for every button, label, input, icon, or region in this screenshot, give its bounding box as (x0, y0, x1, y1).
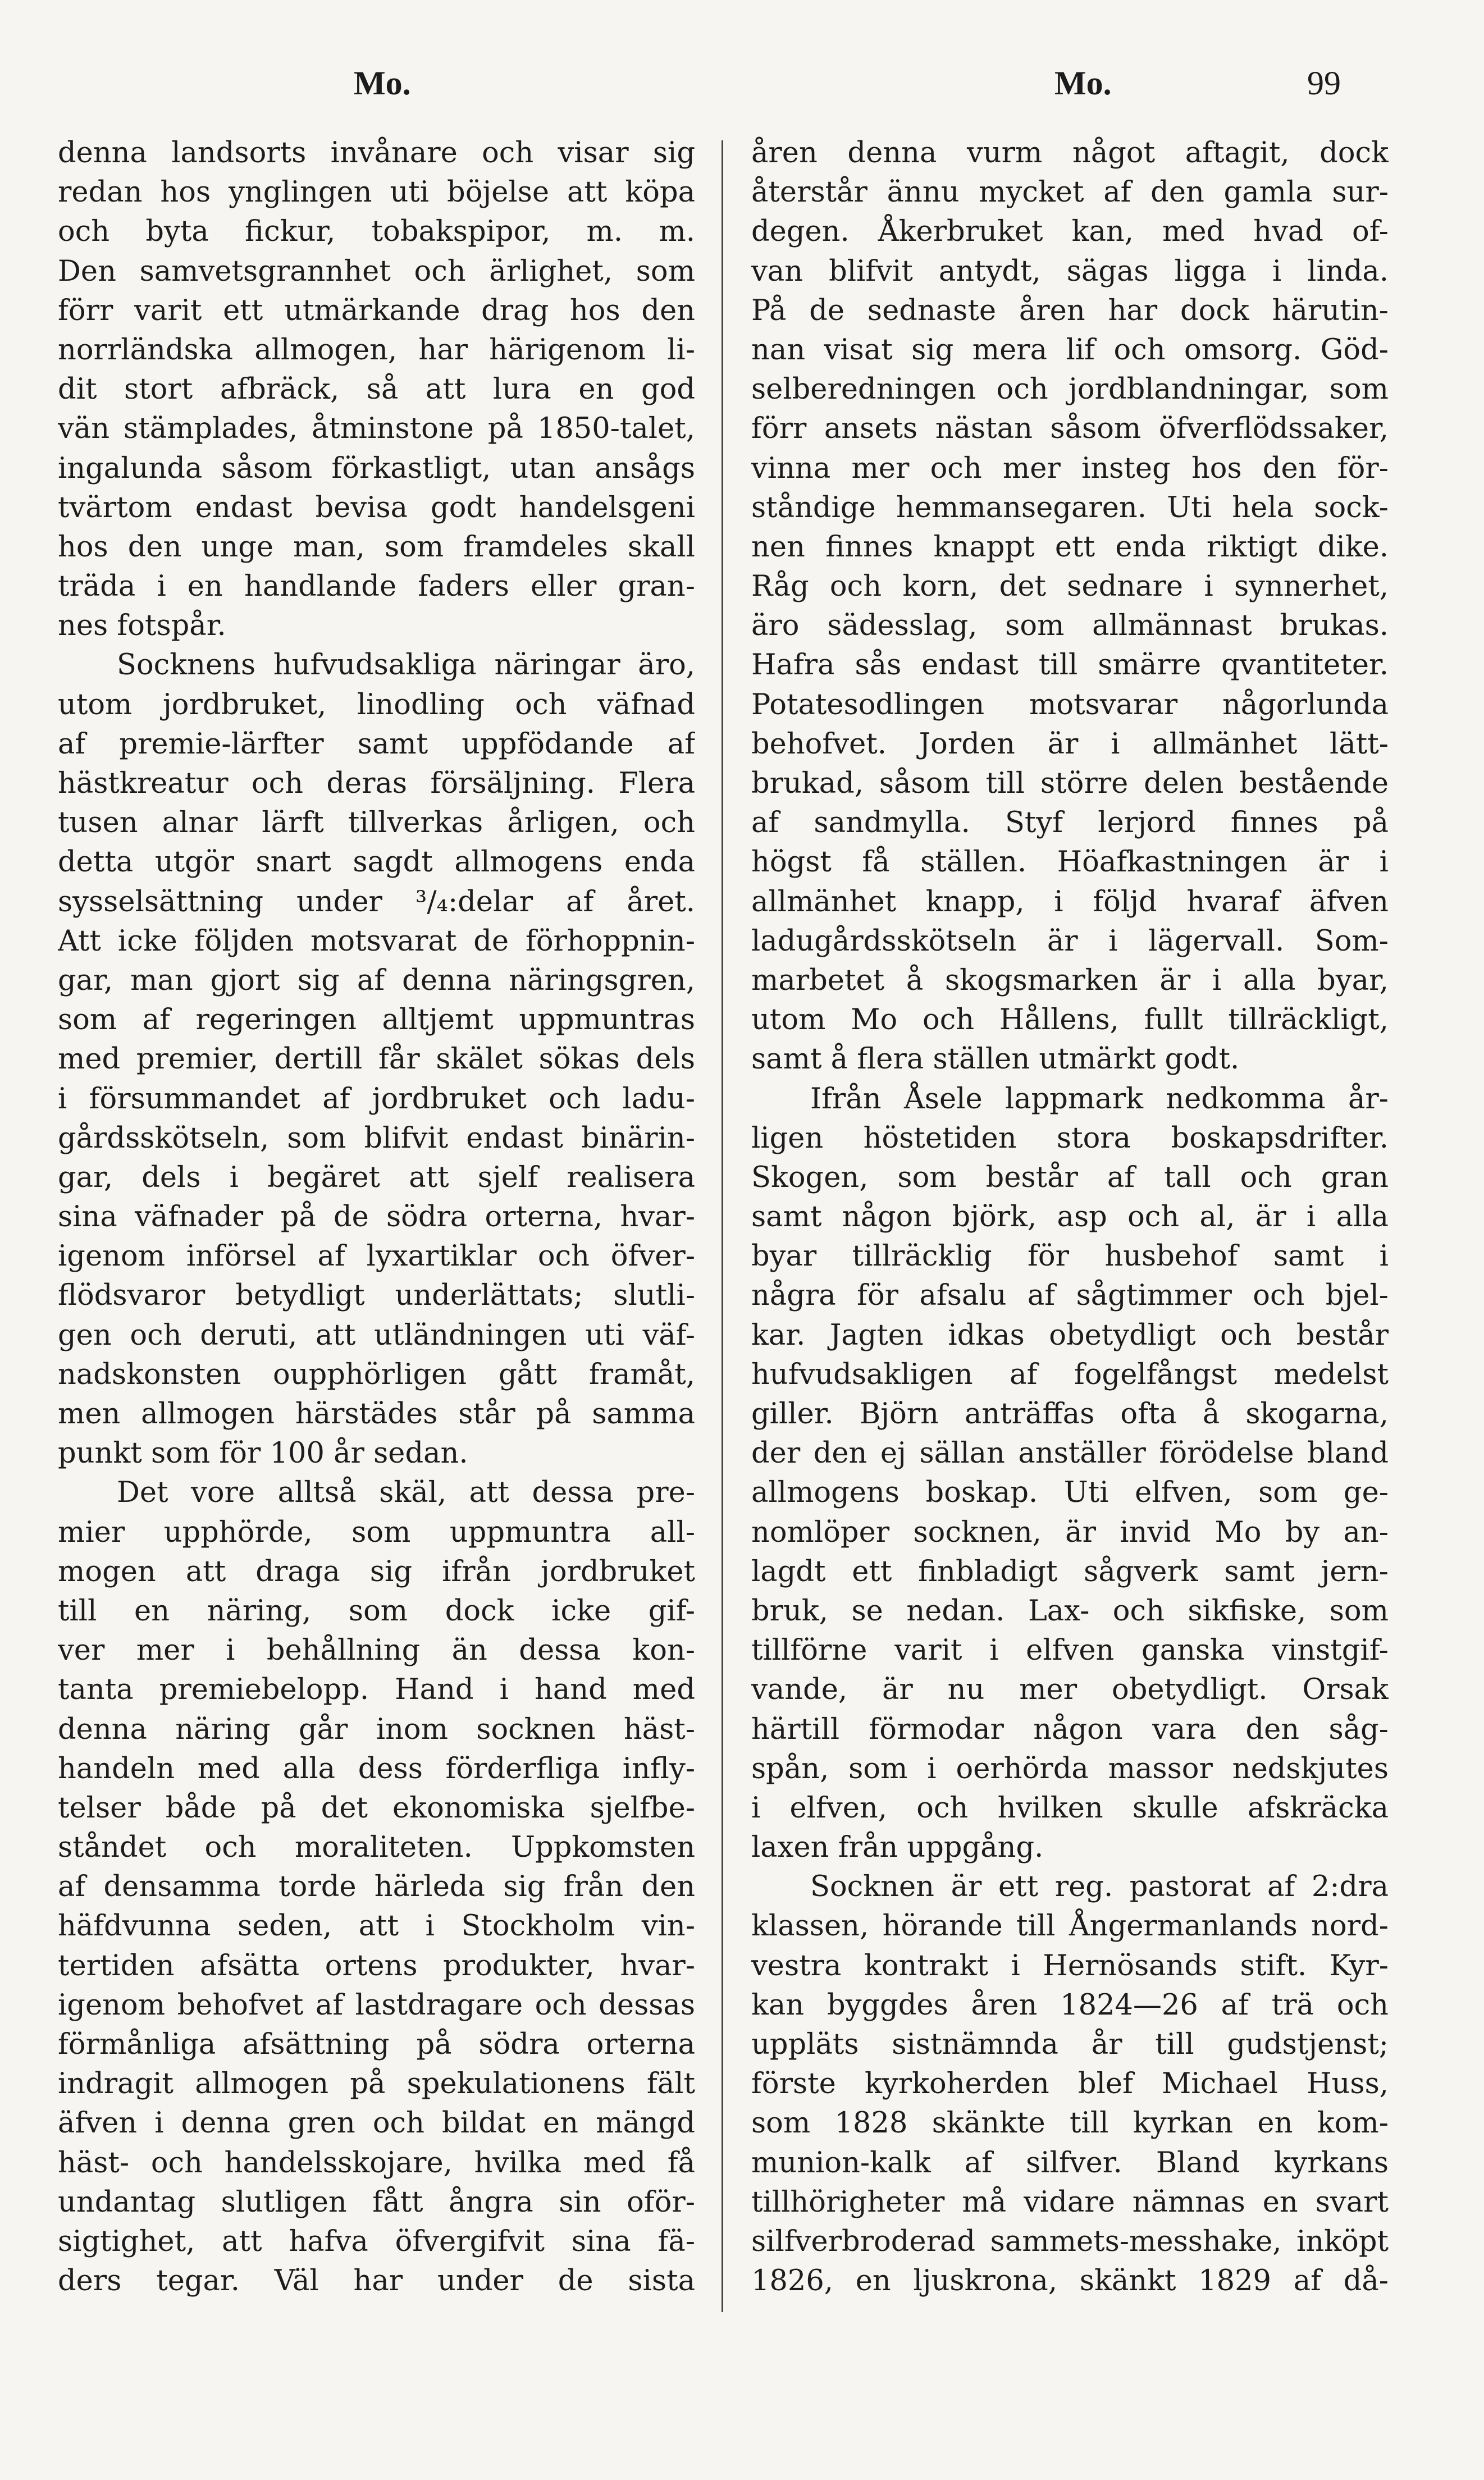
left-column-text-line: nadskonsten oupphörligen gått framåt, (58, 1358, 695, 1391)
left-column-text-line: Den samvetsgrannhet och ärlighet, som (58, 254, 695, 288)
right-column-text-line: Råg och korn, det sednare i synnerhet, (751, 570, 1389, 604)
left-column-text-line: redan hos ynglingen uti böjelse att köpa (58, 176, 695, 209)
right-column-text-line: byar tillräcklig för husbehof samt i (751, 1240, 1389, 1273)
left-column-text-line: dit stort afbräck, så att lura en god (58, 373, 695, 407)
left-column-text-line: mogen att draga sig ifrån jordbruket (58, 1555, 695, 1588)
left-column-text-line: Att icke följden motsvarat de förhoppnin- (58, 924, 695, 958)
left-column-text-line: denna näring går inom socknen häst- (58, 1712, 695, 1746)
right-column-text-line: äro sädesslag, som allmännast brukas. (751, 609, 1389, 643)
left-column-text-line: träda i en handlande faders eller gran- (58, 570, 695, 604)
right-column-text-line: behofvet. Jorden är i allmänhet lätt- (751, 727, 1389, 761)
column-divider (722, 140, 723, 2312)
left-column-text-line: ver mer i behållning än dessa kon- (58, 1634, 695, 1668)
right-column-text-line: åren denna vurm något aftagit, dock (751, 136, 1389, 170)
left-column-text-line: med premier, dertill får skälet sökas dels (58, 1043, 695, 1076)
right-column-text-line: giller. Björn anträffas ofta å skogarna, (751, 1397, 1389, 1431)
right-column-text-line: nan visat sig mera lif och omsorg. Göd- (751, 333, 1389, 367)
right-column-text-line: munion-kalk af silfver. Bland kyrkans (751, 2146, 1389, 2180)
right-column-text-line: Ifrån Åsele lappmark nedkomma år- (810, 1082, 1389, 1116)
left-column-text-line: till en näring, som dock icke gif- (58, 1594, 695, 1628)
right-column-text-line: selberedningen och jordblandningar, som (751, 373, 1389, 407)
left-column-text-line: nes fotspår. (58, 609, 226, 643)
right-column-text-line: tillförne varit i elfven ganska vinstgif- (751, 1634, 1389, 1668)
right-column-text-line: nomlöper socknen, är invid Mo by an- (751, 1515, 1389, 1549)
right-column-text-line: tillhörigheter må vidare nämnas en svart (751, 2185, 1389, 2219)
right-column-text-line: degen. Åkerbruket kan, med hvad of- (751, 215, 1389, 249)
right-column-text-line: vande, är nu mer obetydligt. Orsak (751, 1673, 1389, 1707)
left-column-text-line: förr varit ett utmärkande drag hos den (58, 294, 695, 327)
left-column-text-line: tvärtom endast bevisa godt handelsgeni (58, 491, 695, 524)
right-column-text-line: ståndige hemmansegaren. Uti hela sock- (751, 491, 1389, 524)
left-column-text-line: gar, man gjort sig af denna näringsgren, (58, 963, 695, 997)
right-column-text-line: ladugårdsskötseln är i lägervall. Som- (751, 924, 1389, 958)
right-column-text-line: hufvudsakligen af fogelfångst medelst (751, 1358, 1389, 1391)
left-column-text-line: igenom införsel af lyxartiklar och öfver- (58, 1240, 695, 1273)
left-column-text-line: i försummandet af jordbruket och ladu- (58, 1082, 695, 1116)
right-column-text-line: Skogen, som består af tall och gran (751, 1161, 1389, 1194)
left-column-text-line: förmånliga afsättning på södra orterna (58, 2028, 695, 2061)
left-column-text-line: Det vore alltså skäl, att dessa pre- (117, 1476, 695, 1510)
right-column-text-line: silfverbroderad sammets-messhake, inköpt (751, 2225, 1389, 2258)
left-column-text-line: flödsvaror betydligt underlättats; slutli- (58, 1279, 695, 1313)
right-column-text-line: Socknen är ett reg. pastorat af 2:dra (810, 1870, 1389, 1904)
right-column-text-line: vestra kontrakt i Hernösands stift. Kyr- (751, 1949, 1389, 1983)
left-column-text-line: äfven i denna gren och bildat en mängd (58, 2107, 695, 2140)
right-column-text-line: återstår ännu mycket af den gamla sur- (751, 176, 1389, 209)
left-column-text-line: sina väfnader på de södra orterna, hvar- (58, 1200, 695, 1234)
right-column-text-line: 1826, en ljuskrona, skänkt 1829 af då- (751, 2264, 1389, 2298)
right-column-text-line: laxen från uppgång. (751, 1831, 1044, 1865)
left-column-text-line: sigtighet, att hafva öfvergifvit sina fä- (58, 2225, 695, 2258)
left-column-text-line: Socknens hufvudsakliga näringar äro, (117, 648, 695, 682)
right-running-title: Mo. (1054, 65, 1112, 102)
left-column-text-line: utom jordbruket, linodling och väfnad (58, 688, 695, 721)
left-column-text-line: af premie-lärfter samt uppfödande af (58, 727, 695, 761)
left-column-text-line: handeln med alla dess förderfliga infly- (58, 1752, 695, 1785)
right-column-text-line: samt å flera ställen utmärkt godt. (751, 1043, 1240, 1076)
left-column-text-line: hästkreatur och deras försäljning. Flera (58, 767, 695, 800)
right-column-text-line: På de sednaste åren har dock härutin- (751, 294, 1389, 327)
left-column-text-line: ders tegar. Väl har under de sista (58, 2264, 695, 2298)
left-column-text-line: gårdsskötseln, som blifvit endast binärin- (58, 1121, 695, 1155)
right-column-text-line: förr ansets nästan såsom öfverflödssaker, (751, 412, 1389, 446)
right-column-text-line: allmänhet knapp, i följd hvaraf äfven (751, 885, 1389, 919)
left-column-text-line: mier upphörde, som uppmuntra all- (58, 1515, 695, 1549)
right-column-text-line: i elfven, och hvilken skulle afskräcka (751, 1791, 1389, 1825)
left-column-text-line: tertiden afsätta ortens produkter, hvar- (58, 1949, 695, 1983)
right-column-text-line: högst få ställen. Höafkastningen är i (751, 846, 1389, 879)
left-column-text-line: tusen alnar lärft tillverkas årligen, och (58, 806, 695, 840)
left-column-text-line: ståndet och moraliteten. Uppkomsten (58, 1831, 695, 1865)
right-column-text-line: brukad, såsom till större delen bestående (751, 767, 1389, 800)
left-column-text-line: punkt som för 100 år sedan. (58, 1437, 468, 1470)
left-column-text-line: indragit allmogen på spekulationens fält (58, 2067, 695, 2101)
left-column-text-line: och byta fickur, tobakspipor, m. m. (58, 215, 695, 249)
right-column-text-line: Hafra sås endast till smärre qvantiteter. (751, 648, 1389, 682)
right-column-text-line: marbetet å skogsmarken är i alla byar, (751, 963, 1389, 997)
right-column-text-line: van blifvit antydt, sägas ligga i linda. (751, 254, 1389, 288)
right-column-text-line: nen finnes knappt ett enda riktigt dike. (751, 530, 1389, 564)
left-column-text-line: vän stämplades, åtminstone på 1850-talet, (58, 412, 695, 446)
right-column-text-line: kar. Jagten idkas obetydligt och består (751, 1318, 1389, 1352)
page-number: 99 (1307, 65, 1341, 102)
right-column-text-line: af sandmylla. Styf lerjord finnes på (751, 806, 1389, 840)
left-column-text-line: af densamma torde härleda sig från den (58, 1870, 695, 1904)
right-column-text-line: samt någon björk, asp och al, är i alla (751, 1200, 1389, 1234)
right-column-text-line: klassen, hörande till Ångermanlands nord- (751, 1910, 1389, 1943)
left-column-text-line: telser både på det ekonomiska sjelfbe- (58, 1791, 695, 1825)
right-column-text-line: lagdt ett finbladigt sågverk samt jern- (751, 1555, 1389, 1588)
right-column-text-line: som 1828 skänkte till kyrkan en kom- (751, 2107, 1389, 2140)
right-column-text-line: ligen höstetiden stora boskapsdrifter. (751, 1121, 1389, 1155)
left-column-text-line: sysselsättning under ³/₄:delar af året. (58, 885, 695, 919)
right-column-text-line: förste kyrkoherden blef Michael Huss, (751, 2067, 1389, 2101)
left-text-column (58, 134, 695, 2301)
right-column-text-line: Potatesodlingen motsvarar någorlunda (751, 688, 1389, 721)
left-column-text-line: häst- och handelsskojare, hvilka med få (58, 2146, 695, 2180)
left-column-text-line: ingalunda såsom förkastligt, utan ansågs (58, 451, 695, 485)
left-column-text-line: häfdvunna seden, att i Stockholm vin- (58, 1910, 695, 1943)
left-column-text-line: som af regeringen alltjemt uppmuntras (58, 1003, 695, 1037)
right-column-text-line: några för afsalu af sågtimmer och bjel- (751, 1279, 1389, 1313)
left-column-text-line: norrländska allmogen, har härigenom li- (58, 333, 695, 367)
left-column-text-line: gar, dels i begäret att sjelf realisera (58, 1161, 695, 1194)
left-column-text-line: gen och deruti, att utländningen uti väf- (58, 1318, 695, 1352)
right-column-text-line: kan byggdes åren 1824—26 af trä och (751, 1988, 1389, 2022)
right-column-text-line: utom Mo och Hållens, fullt tillräckligt, (751, 1003, 1389, 1037)
left-column-text-line: undantag slutligen fått ångra sin oför- (58, 2185, 695, 2219)
running-header (0, 61, 1484, 106)
right-column-text-line: spån, som i oerhörda massor nedskjutes (751, 1752, 1389, 1785)
left-column-text-line: men allmogen härstädes står på samma (58, 1397, 695, 1431)
right-column-text-line: bruk, se nedan. Lax- och sikfiske, som (751, 1594, 1389, 1628)
right-column-text-line: uppläts sistnämnda år till gudstjenst; (751, 2028, 1389, 2061)
left-column-text-line: denna landsorts invånare och visar sig (58, 136, 695, 170)
left-running-title: Mo. (354, 65, 411, 102)
left-column-text-line: detta utgör snart sagdt allmogens enda (58, 846, 695, 879)
right-column-text-line: der den ej sällan anställer förödelse bland (751, 1437, 1389, 1470)
right-column-text-line: härtill förmodar någon vara den såg- (751, 1712, 1389, 1746)
right-column-text-line: vinna mer och mer insteg hos den för- (751, 451, 1389, 485)
left-column-text-line: tanta premiebelopp. Hand i hand med (58, 1673, 695, 1707)
left-column-text-line: igenom behofvet af lastdragare och dessas (58, 1988, 695, 2022)
right-text-column (751, 134, 1389, 2301)
left-column-text-line: hos den unge man, som framdeles skall (58, 530, 695, 564)
right-column-text-line: allmogens boskap. Uti elfven, som ge- (751, 1476, 1389, 1510)
